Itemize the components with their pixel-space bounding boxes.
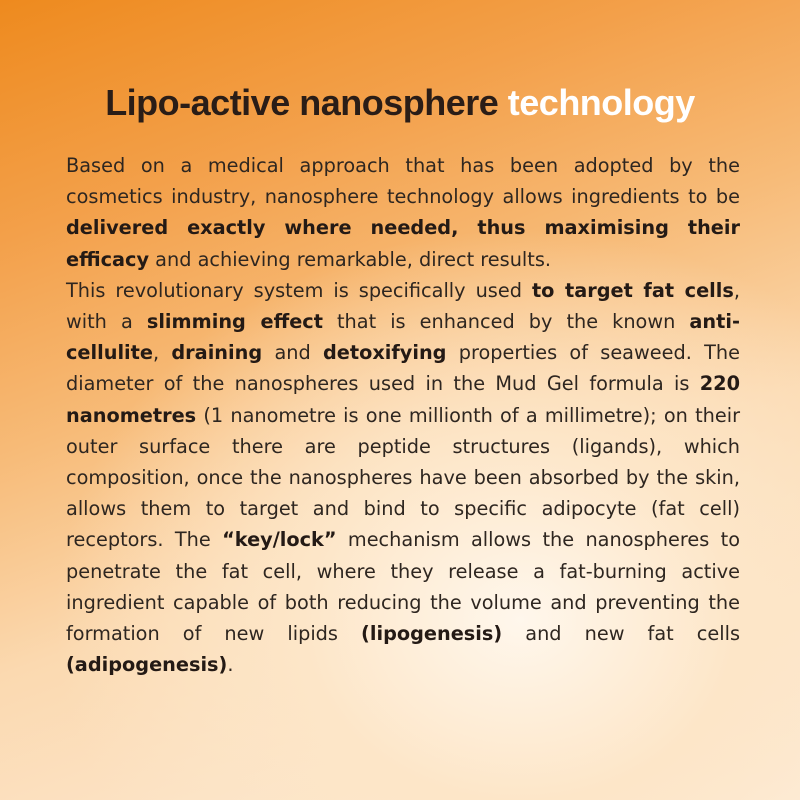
bold-run: detoxifying xyxy=(323,341,447,365)
text-run: and achieving remarkable, direct results. xyxy=(149,247,551,271)
bold-run: slimming effect xyxy=(146,310,323,334)
text-run: , with a xyxy=(66,278,740,334)
bold-run: 220 nanometres xyxy=(66,372,740,427)
bold-run: draining xyxy=(171,341,263,365)
bold-run: (adipogenesis) xyxy=(66,653,228,677)
page-title xyxy=(0,82,800,124)
bold-run: to target fat cells xyxy=(531,278,734,302)
text-run: and xyxy=(262,341,323,365)
text-run: that is enhanced by the known xyxy=(322,310,690,334)
paragraph-system xyxy=(66,275,740,681)
text-run: and new fat cells xyxy=(502,622,740,646)
text-run: This revolutionary system is specifically used xyxy=(66,278,532,302)
bold-run: delivered exactly where needed, thus maximising their efficacy xyxy=(66,216,740,271)
text-run: Based on a medical approach that has been adopted by the cosmetics industry, nanosphere technology allows ingredients to be xyxy=(66,154,740,209)
text-run: , xyxy=(152,341,172,365)
text-run: mechanism allows the nanospheres to penetrate the fat cell, where they release a fat-burning active ingredient capable of both reducing the volume and preventing the formation of new lipids xyxy=(66,528,740,646)
text-run: properties of seaweed. The diameter of the nanospheres used in the Mud Gel formula is xyxy=(66,341,740,396)
text-run: . xyxy=(227,653,234,677)
bold-run: “key/lock” xyxy=(222,528,337,552)
bold-run: (lipogenesis) xyxy=(361,622,503,646)
body-text xyxy=(66,150,740,680)
title-accent: technology xyxy=(507,82,695,124)
bold-run: anti-cellulite xyxy=(66,310,740,365)
text-run: (1 nanometre is one millionth of a millimetre); on their outer surface there are peptide structures (ligands), which composition, once the nanospheres have been absorbed by the skin, allows them to target and bind to specific adipocyte (fat cell) receptors. The xyxy=(66,403,740,552)
title-main: Lipo-active nanosphere xyxy=(105,82,508,124)
paragraph-intro xyxy=(66,150,740,275)
